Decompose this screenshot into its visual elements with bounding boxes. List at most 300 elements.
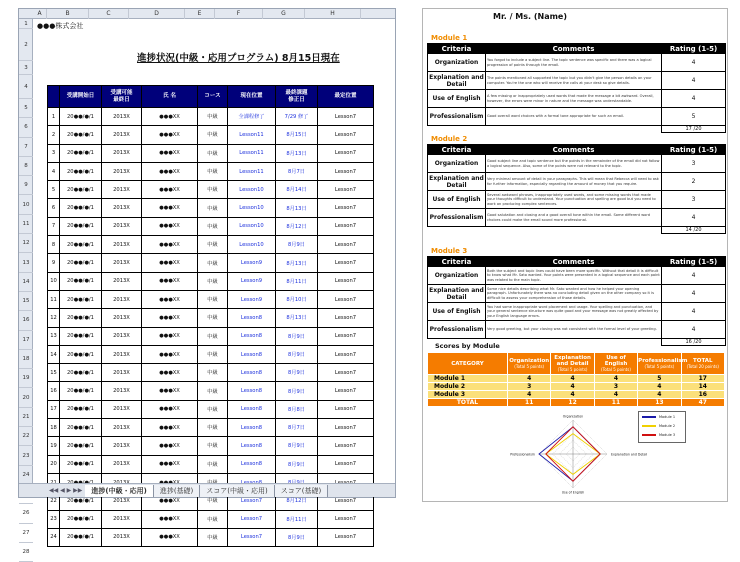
table-cell[interactable]: Lesson11	[228, 162, 276, 180]
scores-cell: 4	[594, 391, 637, 399]
sheet-nav-arrows-icon[interactable]: ◀◀ ◀ ▶ ▶▶	[49, 487, 83, 494]
row-header-17[interactable]: 17	[19, 331, 33, 350]
table-cell[interactable]: Lesson8	[228, 419, 276, 437]
student-name-label: Mr. / Ms. (Name)	[493, 12, 568, 21]
table-cell[interactable]: 2013X	[102, 309, 142, 327]
table-cell[interactable]: 中級	[198, 419, 228, 437]
row-number: 14	[48, 345, 60, 363]
table-cell[interactable]: 8月13日	[276, 199, 318, 217]
table-cell[interactable]: Lesson9	[228, 254, 276, 272]
rating-cell: 4	[662, 72, 726, 90]
table-cell[interactable]: Lesson7	[318, 492, 374, 510]
table-cell[interactable]: Lesson7	[318, 510, 374, 528]
table-row	[48, 419, 374, 437]
table-cell[interactable]: Lesson10	[228, 236, 276, 254]
table-cell[interactable]: 20●●/●/1	[60, 199, 102, 217]
table-cell[interactable]: 8月11日	[276, 272, 318, 290]
row-header-16[interactable]: 16	[19, 311, 33, 330]
scores-cell: 17	[681, 375, 724, 383]
table-cell[interactable]: Lesson7	[318, 419, 374, 437]
row-header-7[interactable]: 7	[19, 138, 33, 157]
scores-header-0	[428, 353, 508, 375]
table-row	[48, 400, 374, 418]
table-cell[interactable]: Lesson7	[318, 400, 374, 418]
scores-cell: 4	[551, 383, 594, 391]
table-cell[interactable]: 2013X	[102, 272, 142, 290]
table-cell[interactable]: 中級	[198, 181, 228, 199]
row-header-1[interactable]: 1	[19, 19, 33, 29]
table-cell[interactable]: ●●●XX	[142, 199, 198, 217]
table-cell[interactable]: ●●●XX	[142, 290, 198, 308]
table-cell[interactable]: 2013X	[102, 162, 142, 180]
sheet-tab-1[interactable]: 進捗(基礎)	[154, 485, 200, 497]
table-cell[interactable]: Lesson10	[228, 199, 276, 217]
table-cell[interactable]: 20●●/●/1	[60, 272, 102, 290]
table-cell[interactable]: Lesson7	[318, 528, 374, 546]
row-header-10[interactable]: 10	[19, 196, 33, 215]
criteria-cell: Professionalism	[428, 108, 486, 126]
legend-line	[642, 425, 656, 427]
table-cell[interactable]: Lesson11	[228, 126, 276, 144]
scores-header-2	[551, 353, 594, 375]
table-cell[interactable]: ●●●XX	[142, 419, 198, 437]
table-cell[interactable]: Lesson7	[318, 217, 374, 235]
table-cell[interactable]: 中級	[198, 528, 228, 546]
table-cell[interactable]: 8月7日	[276, 419, 318, 437]
comment-cell: Good overall word choices with a formal tone appropriate for such an email.	[486, 108, 662, 126]
table-cell[interactable]: ●●●XX	[142, 108, 198, 126]
sheet-tab-0[interactable]: 進捗(中級・応用)	[85, 485, 153, 497]
row-header-15[interactable]: 15	[19, 292, 33, 311]
table-cell[interactable]: 20●●/●/1	[60, 510, 102, 528]
table-cell[interactable]: 20●●/●/1	[60, 162, 102, 180]
column-title-0: 受講開始日	[60, 86, 102, 108]
table-row	[48, 382, 374, 400]
row-number: 1	[48, 108, 60, 126]
table-cell[interactable]: ●●●XX	[142, 528, 198, 546]
table-cell[interactable]: Lesson7	[318, 437, 374, 455]
table-row	[48, 199, 374, 217]
scores-cell: 3	[508, 383, 551, 391]
spreadsheet-window	[18, 8, 396, 556]
table-cell[interactable]: 中級	[198, 382, 228, 400]
table-row	[48, 510, 374, 528]
table-cell[interactable]: 8月9日	[276, 382, 318, 400]
table-cell[interactable]: 20●●/●/1	[60, 400, 102, 418]
column-title-3: コース	[198, 86, 228, 108]
table-cell[interactable]: ●●●XX	[142, 254, 198, 272]
table-cell[interactable]: 8月12日	[276, 492, 318, 510]
table-cell[interactable]: 20●●/●/1	[60, 364, 102, 382]
table-cell[interactable]: Lesson7	[318, 327, 374, 345]
row-header-23[interactable]: 23	[19, 446, 33, 465]
table-cell[interactable]: 20●●/●/1	[60, 455, 102, 473]
table-cell[interactable]: ●●●XX	[142, 437, 198, 455]
criteria-cell: Organization	[428, 155, 486, 173]
table-cell[interactable]: Lesson9	[228, 290, 276, 308]
table-cell[interactable]: 2013X	[102, 144, 142, 162]
table-cell[interactable]: 20●●/●/1	[60, 254, 102, 272]
table-cell[interactable]: Lesson7	[318, 455, 374, 473]
table-cell[interactable]: 2013X	[102, 382, 142, 400]
table-cell[interactable]: 中級	[198, 217, 228, 235]
table-cell[interactable]: Lesson8	[228, 455, 276, 473]
table-cell[interactable]: Lesson7	[318, 309, 374, 327]
table-cell[interactable]: Lesson7	[318, 236, 374, 254]
table-cell[interactable]: 8月9日	[276, 364, 318, 382]
table-cell[interactable]: 中級	[198, 400, 228, 418]
row-header-21[interactable]: 21	[19, 408, 33, 427]
table-cell[interactable]: ●●●XX	[142, 345, 198, 363]
row-number: 2	[48, 126, 60, 144]
table-cell[interactable]: Lesson8	[228, 364, 276, 382]
scores-header-4	[638, 353, 688, 375]
total-spacer	[486, 339, 662, 346]
rubric-header-0: Criteria	[428, 44, 486, 54]
table-cell[interactable]: 2013X	[102, 528, 142, 546]
table-cell[interactable]: ●●●XX	[142, 272, 198, 290]
table-cell[interactable]: 20●●/●/1	[60, 108, 102, 126]
column-header-g[interactable]: G	[263, 9, 305, 19]
row-header-4[interactable]: 4	[19, 75, 33, 99]
table-cell[interactable]: ●●●XX	[142, 382, 198, 400]
table-cell[interactable]: Lesson10	[228, 217, 276, 235]
table-cell[interactable]: 2013X	[102, 345, 142, 363]
sheet-tab-2[interactable]: スコア(中級・応用)	[200, 485, 274, 497]
table-row	[48, 162, 374, 180]
table-cell[interactable]: 8月8日	[276, 400, 318, 418]
table-cell[interactable]: 中級	[198, 327, 228, 345]
table-cell[interactable]: 2013X	[102, 437, 142, 455]
table-cell[interactable]: 中級	[198, 290, 228, 308]
column-title-4: 現在位置	[228, 86, 276, 108]
row-header-18[interactable]: 18	[19, 350, 33, 369]
table-cell[interactable]: ●●●XX	[142, 327, 198, 345]
module-total: 16 /20	[662, 339, 726, 346]
table-row	[48, 272, 374, 290]
row-number: 20	[48, 455, 60, 473]
progress-table	[47, 85, 374, 547]
table-cell[interactable]: Lesson7	[228, 510, 276, 528]
table-cell[interactable]: 2013X	[102, 364, 142, 382]
rating-cell: 4	[662, 54, 726, 72]
table-cell[interactable]: Lesson7	[318, 126, 374, 144]
rubric-row	[428, 54, 726, 72]
row-header-12[interactable]: 12	[19, 234, 33, 253]
table-cell[interactable]: Lesson8	[228, 382, 276, 400]
table-cell[interactable]: 中級	[198, 108, 228, 126]
table-cell[interactable]: Lesson8	[228, 309, 276, 327]
table-cell[interactable]: Lesson10	[228, 181, 276, 199]
column-header-d[interactable]: D	[129, 9, 185, 19]
rubric-row	[428, 108, 726, 126]
table-cell[interactable]: 20●●/●/1	[60, 492, 102, 510]
table-cell[interactable]: 中級	[198, 272, 228, 290]
criteria-cell: Use of English	[428, 303, 486, 321]
table-cell[interactable]: 20●●/●/1	[60, 345, 102, 363]
table-cell[interactable]: Lesson11	[228, 144, 276, 162]
legend-label: Module 2	[659, 423, 676, 428]
row-header-27[interactable]: 27	[19, 524, 33, 543]
column-title-6: 最定位置	[318, 86, 374, 108]
row-header-19[interactable]: 19	[19, 369, 33, 388]
table-cell[interactable]: 8月9日	[276, 236, 318, 254]
table-cell[interactable]: Lesson8	[228, 400, 276, 418]
table-cell[interactable]: 20●●/●/1	[60, 528, 102, 546]
table-cell[interactable]: ●●●XX	[142, 217, 198, 235]
table-cell[interactable]: Lesson9	[228, 272, 276, 290]
table-cell[interactable]: 20●●/●/1	[60, 144, 102, 162]
column-title-5: 最終課題 修正日	[276, 86, 318, 108]
table-cell[interactable]: 7/29 修了	[276, 108, 318, 126]
table-cell[interactable]: 20●●/●/1	[60, 217, 102, 235]
rubric-header-1: Comments	[486, 257, 662, 267]
scores-cell: 16	[681, 391, 724, 399]
table-cell[interactable]: 2013X	[102, 327, 142, 345]
table-cell[interactable]: 8月11日	[276, 510, 318, 528]
table-row	[48, 217, 374, 235]
row-header-5[interactable]: 5	[19, 99, 33, 118]
row-number: 7	[48, 217, 60, 235]
table-cell[interactable]: Lesson8	[228, 345, 276, 363]
table-cell[interactable]: 2013X	[102, 236, 142, 254]
rubric-table-module-2	[427, 144, 726, 234]
table-cell[interactable]: Lesson7	[228, 528, 276, 546]
rubric-header-1: Comments	[486, 145, 662, 155]
table-cell[interactable]: 8月13日	[276, 144, 318, 162]
column-header-h[interactable]: H	[305, 9, 361, 19]
table-cell[interactable]: 20●●/●/1	[60, 236, 102, 254]
table-cell[interactable]: 2013X	[102, 181, 142, 199]
module-total: 17 /20	[662, 126, 726, 133]
table-cell[interactable]: Lesson7	[318, 364, 374, 382]
table-cell[interactable]: ●●●XX	[142, 492, 198, 510]
table-cell[interactable]: ●●●XX	[142, 181, 198, 199]
rating-cell: 4	[662, 321, 726, 339]
scores-cell: 4	[508, 375, 551, 383]
table-cell[interactable]: 8月7日	[276, 162, 318, 180]
comment-cell: You forgot to include a subject line. The topic sentence was specific and there was a logical progression of points through the email.	[486, 54, 662, 72]
table-cell[interactable]: Lesson7	[228, 492, 276, 510]
table-cell[interactable]: Lesson7	[318, 290, 374, 308]
row-header-28[interactable]: 28	[19, 543, 33, 562]
scores-header-sub: (Total 5 points)	[514, 363, 545, 369]
table-cell[interactable]: Lesson7	[318, 108, 374, 126]
table-cell[interactable]: 8月9日	[276, 528, 318, 546]
table-cell[interactable]: 中級	[198, 364, 228, 382]
legend-line	[642, 434, 656, 436]
table-cell[interactable]: 20●●/●/1	[60, 327, 102, 345]
scores-total-cell: 13	[638, 399, 681, 407]
scores-header-label: Explanation and Detail	[554, 354, 591, 367]
table-cell[interactable]: 中級	[198, 199, 228, 217]
table-cell[interactable]: Lesson8	[228, 327, 276, 345]
table-cell[interactable]: 8月13日	[276, 254, 318, 272]
table-cell[interactable]: 8月12日	[276, 217, 318, 235]
table-cell[interactable]: ●●●XX	[142, 455, 198, 473]
rating-cell: 4	[662, 267, 726, 285]
row-header-22[interactable]: 22	[19, 427, 33, 446]
criteria-cell: Use of English	[428, 191, 486, 209]
comment-cell: Several awkward phrases, inappropriately used words, and some missing words that made your thoughts difficult to understand. Your punctuation and spelling are good but you need to work on producing complex sentences.	[486, 191, 662, 209]
table-cell[interactable]: 2013X	[102, 217, 142, 235]
row-number: 24	[48, 528, 60, 546]
row-header-9[interactable]: 9	[19, 176, 33, 195]
table-cell[interactable]: 8月13日	[276, 309, 318, 327]
table-cell[interactable]: ●●●XX	[142, 309, 198, 327]
table-cell[interactable]: 中級	[198, 492, 228, 510]
scores-header-sub: (Total 5 points)	[557, 366, 588, 372]
table-cell[interactable]: ●●●XX	[142, 236, 198, 254]
table-cell[interactable]: ●●●XX	[142, 162, 198, 180]
row-header-2[interactable]: 2	[19, 29, 33, 61]
column-header-a[interactable]: A	[33, 9, 47, 19]
table-cell[interactable]: Lesson7	[318, 272, 374, 290]
table-cell[interactable]: 20●●/●/1	[60, 181, 102, 199]
table-cell[interactable]: 8月9日	[276, 455, 318, 473]
row-number: 19	[48, 437, 60, 455]
table-row	[48, 290, 374, 308]
table-cell[interactable]: 中級	[198, 345, 228, 363]
row-number: 10	[48, 272, 60, 290]
row-header-3[interactable]: 3	[19, 61, 33, 75]
table-cell[interactable]: 20●●/●/1	[60, 309, 102, 327]
scores-cell: Module 1	[428, 375, 508, 383]
column-header-c[interactable]: C	[89, 9, 129, 19]
table-cell[interactable]: Lesson8	[228, 437, 276, 455]
rating-cell: 2	[662, 173, 726, 191]
rubric-row	[428, 303, 726, 321]
row-number: 4	[48, 162, 60, 180]
table-cell[interactable]: Lesson7	[318, 181, 374, 199]
rubric-header-2: Rating (1-5)	[662, 257, 726, 267]
table-cell[interactable]: ●●●XX	[142, 126, 198, 144]
scores-total-cell: TOTAL	[428, 399, 508, 407]
comment-cell: Some nice details describing what Mr. Sato wanted and how he helped your opening paragraph. Unfortunately there was no concluding detail given on the other company so it is difficult to assess your comprehension of those details.	[486, 285, 662, 303]
table-cell[interactable]: ●●●XX	[142, 364, 198, 382]
table-cell[interactable]: 2013X	[102, 199, 142, 217]
column-header-f[interactable]: F	[215, 9, 263, 19]
table-cell[interactable]: 中級	[198, 144, 228, 162]
scores-row-module-2	[428, 383, 725, 391]
table-cell[interactable]: Lesson7	[318, 199, 374, 217]
module-title-2: Module 2	[431, 135, 468, 143]
rating-cell: 4	[662, 285, 726, 303]
scores-cell: 4	[551, 375, 594, 383]
column-header-e[interactable]: E	[185, 9, 215, 19]
table-cell[interactable]: 8月15日	[276, 126, 318, 144]
legend-item-3	[639, 430, 685, 439]
table-cell[interactable]: 20●●/●/1	[60, 290, 102, 308]
table-cell[interactable]: 8月10日	[276, 290, 318, 308]
table-cell[interactable]: 中級	[198, 309, 228, 327]
scores-header-label: Professionalism	[638, 357, 688, 364]
table-cell[interactable]: ●●●XX	[142, 400, 198, 418]
table-cell[interactable]: 2013X	[102, 419, 142, 437]
table-row	[48, 236, 374, 254]
table-row	[48, 437, 374, 455]
row-number: 12	[48, 309, 60, 327]
rubric-row	[428, 209, 726, 227]
table-cell[interactable]: 全課程修了	[228, 108, 276, 126]
table-cell[interactable]: 中級	[198, 162, 228, 180]
row-header-13[interactable]: 13	[19, 253, 33, 272]
table-row	[48, 327, 374, 345]
table-cell[interactable]: 中級	[198, 236, 228, 254]
row-header-bar	[19, 19, 33, 556]
row-number: 5	[48, 181, 60, 199]
table-cell[interactable]: 8月9日	[276, 327, 318, 345]
table-cell[interactable]: 20●●/●/1	[60, 382, 102, 400]
table-cell[interactable]: ●●●XX	[142, 510, 198, 528]
table-cell[interactable]: Lesson7	[318, 254, 374, 272]
table-cell[interactable]: 中級	[198, 254, 228, 272]
row-number-header	[48, 86, 60, 108]
rubric-row	[428, 191, 726, 209]
scores-cell: 4	[638, 391, 681, 399]
table-cell[interactable]: ●●●XX	[142, 144, 198, 162]
table-cell[interactable]: 2013X	[102, 455, 142, 473]
column-title-1: 受講可能 最終日	[102, 86, 142, 108]
sheet-tab-3[interactable]: スコア(基礎)	[275, 485, 328, 497]
table-cell[interactable]: Lesson7	[318, 162, 374, 180]
row-header-8[interactable]: 8	[19, 157, 33, 176]
table-cell[interactable]: Lesson7	[318, 144, 374, 162]
criteria-cell: Explanation and Detail	[429, 286, 484, 301]
table-cell[interactable]: 2013X	[102, 290, 142, 308]
rubric-row	[428, 267, 726, 285]
scores-cell: Module 3	[428, 391, 508, 399]
table-cell[interactable]: 20●●/●/1	[60, 126, 102, 144]
table-cell[interactable]: 中級	[198, 455, 228, 473]
scores-total-cell: 11	[594, 399, 637, 407]
table-cell[interactable]: 2013X	[102, 254, 142, 272]
comment-cell: Good salutation and closing and a good overall tone within the email. Some different word choices could make the email sound more professional.	[486, 209, 662, 227]
row-header-26[interactable]: 26	[19, 504, 33, 523]
table-cell[interactable]: 2013X	[102, 492, 142, 510]
table-cell[interactable]: 中級	[198, 510, 228, 528]
scores-total-row	[428, 399, 725, 407]
rubric-row	[428, 90, 726, 108]
table-cell[interactable]: Lesson7	[318, 382, 374, 400]
table-cell[interactable]: 8月9日	[276, 437, 318, 455]
table-cell[interactable]: 8月9日	[276, 345, 318, 363]
table-cell[interactable]: Lesson7	[318, 345, 374, 363]
row-header-6[interactable]: 6	[19, 118, 33, 137]
scores-cell: 14	[681, 383, 724, 391]
table-cell[interactable]: 20●●/●/1	[60, 419, 102, 437]
table-cell[interactable]: 2013X	[102, 108, 142, 126]
row-header-11[interactable]: 11	[19, 215, 33, 234]
rubric-header-1: Comments	[486, 44, 662, 54]
column-header-b[interactable]: B	[47, 9, 89, 19]
row-header-14[interactable]: 14	[19, 273, 33, 292]
table-cell[interactable]: 2013X	[102, 510, 142, 528]
row-number: 11	[48, 290, 60, 308]
row-header-24[interactable]: 24	[19, 466, 33, 485]
table-cell[interactable]: 中級	[198, 437, 228, 455]
table-row	[48, 126, 374, 144]
table-cell[interactable]: 2013X	[102, 400, 142, 418]
row-header-20[interactable]: 20	[19, 389, 33, 408]
table-cell[interactable]: 8月14日	[276, 181, 318, 199]
scores-header-sub: (Total 20 points)	[686, 363, 719, 369]
table-row	[48, 108, 374, 126]
table-cell[interactable]: 20●●/●/1	[60, 437, 102, 455]
table-cell[interactable]: 中級	[198, 126, 228, 144]
table-cell[interactable]: 2013X	[102, 126, 142, 144]
radar-axis-label: Professionalism	[510, 452, 535, 457]
